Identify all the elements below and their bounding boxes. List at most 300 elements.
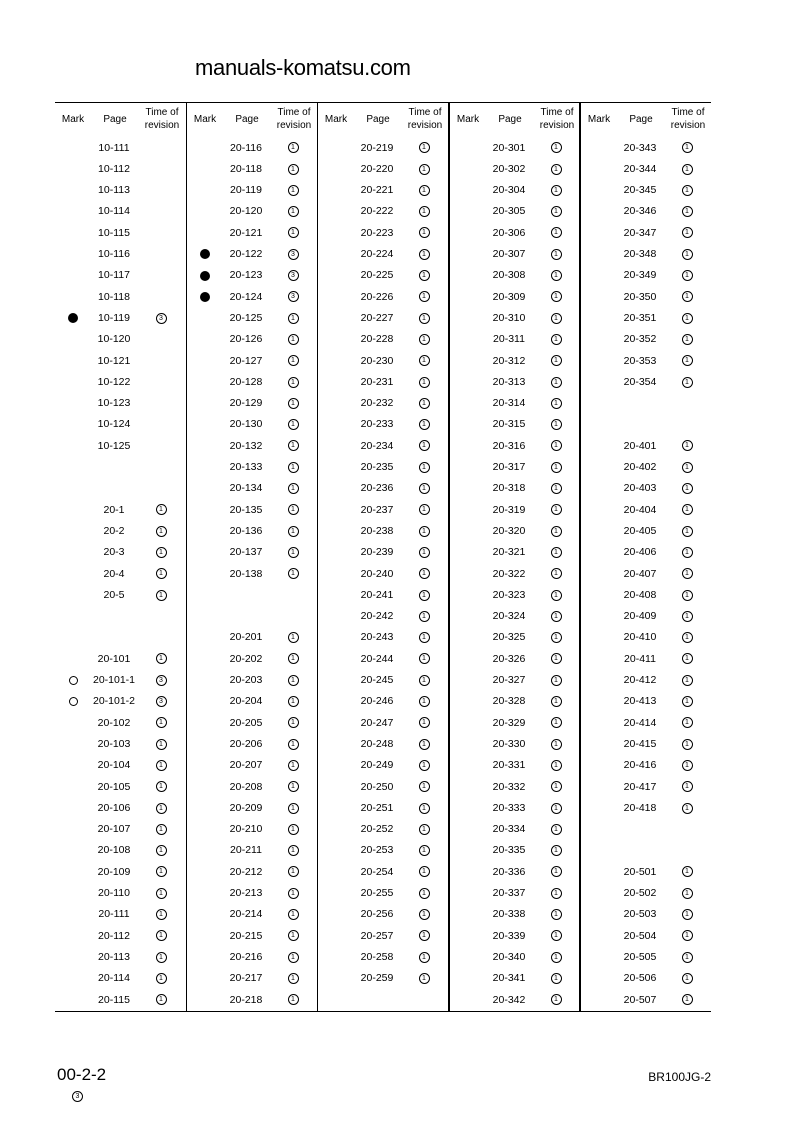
page-cell: 20-121 [229, 226, 263, 239]
revision-cell [665, 542, 709, 563]
page-cell: 20-329 [492, 716, 526, 729]
revision-cell [402, 691, 446, 712]
revision-cell [271, 223, 315, 244]
page-cell: 20-255 [360, 887, 394, 899]
page-cell: 20-106 [97, 801, 131, 814]
mark-cell [55, 990, 91, 1011]
header-page: Page [366, 114, 390, 125]
table-row [318, 585, 449, 606]
revision-cell [271, 159, 315, 180]
page-cell: 20-328 [492, 695, 526, 708]
table-row [55, 734, 186, 755]
table-row [450, 606, 581, 627]
page-cell: 10-119 [98, 311, 130, 324]
mark-cell [581, 798, 617, 819]
page-cell: 20-502 [623, 887, 657, 899]
revision-number: 1 [551, 632, 562, 643]
revision-cell [534, 691, 578, 712]
mark-cell [55, 947, 91, 968]
table-row [187, 393, 318, 414]
mark-cell [581, 500, 617, 521]
mark-cell [450, 138, 486, 159]
mark-cell [318, 649, 354, 670]
column-header [581, 103, 712, 136]
revision-cell [534, 670, 578, 691]
column-group [448, 103, 581, 1011]
page-cell: 20-128 [229, 375, 263, 388]
table-row [581, 627, 712, 648]
table-row [450, 713, 581, 734]
page-cell: 20-136 [229, 524, 263, 537]
page-cell: 20-259 [360, 972, 394, 985]
page-cell: 20-241 [360, 588, 394, 601]
revision-cell [534, 755, 578, 776]
mark-cell [187, 414, 223, 435]
mark-cell [318, 521, 354, 542]
revision-cell [534, 734, 578, 755]
revision-cell [665, 414, 709, 435]
page-cell: 20-118 [230, 162, 262, 175]
revision-number: 1 [288, 142, 299, 153]
table-row [318, 329, 449, 350]
page-cell: 20-506 [623, 972, 657, 985]
page-cell [617, 819, 663, 840]
mark-cell [55, 691, 91, 712]
page-cell: 20-115 [98, 993, 130, 1006]
revision-cell [139, 606, 183, 627]
table-row [55, 457, 186, 478]
mark-cell [318, 968, 354, 989]
page-cell [91, 457, 137, 478]
page-cell: 20-505 [623, 950, 657, 963]
page-cell: 20-120 [229, 205, 263, 218]
table-row [450, 478, 581, 499]
table-row [187, 691, 318, 712]
table-row [318, 734, 449, 755]
mark-cell [187, 990, 223, 1011]
revision-cell [402, 478, 446, 499]
revision-number: 1 [419, 568, 430, 579]
page-cell: 20-408 [623, 588, 657, 601]
revision-number: 1 [682, 952, 693, 963]
table-row [581, 180, 712, 201]
table-row [187, 947, 318, 968]
table-row [318, 713, 449, 734]
mark-cell [55, 244, 91, 265]
table-row [450, 734, 581, 755]
revision-cell [139, 436, 183, 457]
page-cell: 20-323 [492, 588, 526, 601]
table-row [55, 436, 186, 457]
revision-cell [139, 585, 183, 606]
revision-cell [534, 265, 578, 286]
table-row [318, 201, 449, 222]
page-cell: 10-122 [97, 375, 131, 388]
mark-cell [187, 287, 223, 308]
table-row [55, 393, 186, 414]
revision-cell [271, 180, 315, 201]
mark-cell [55, 542, 91, 563]
revision-number: 1 [288, 483, 299, 494]
model-code: BR100JG-2 [648, 1070, 711, 1084]
revision-number: 1 [682, 653, 693, 664]
mark-cell [318, 926, 354, 947]
revision-cell [665, 201, 709, 222]
header-time-of-revision [139, 106, 185, 132]
page-cell: 10-117 [98, 269, 130, 282]
revision-cell [402, 521, 446, 542]
table-row [581, 926, 712, 947]
revision-cell [139, 968, 183, 989]
table-row [450, 627, 581, 648]
revision-number: 1 [419, 888, 430, 899]
mark-cell [450, 649, 486, 670]
mark-cell [318, 457, 354, 478]
mark-cell [187, 670, 223, 691]
table-row [318, 478, 449, 499]
revision-cell [402, 308, 446, 329]
table-row [318, 159, 449, 180]
revision-cell [271, 777, 315, 798]
page-cell: 20-105 [97, 780, 131, 793]
revision-cell [402, 436, 446, 457]
page-cell: 20-245 [360, 674, 394, 686]
revision-cell [271, 840, 315, 861]
revision-number: 1 [551, 270, 562, 281]
revision-number: 1 [288, 930, 299, 941]
table-row [450, 542, 581, 563]
table-row [450, 564, 581, 585]
table-row [55, 138, 186, 159]
table-row [187, 201, 318, 222]
mark-cell [450, 926, 486, 947]
table-row [187, 351, 318, 372]
page-cell: 20-109 [97, 865, 131, 878]
page-cell: 20-304 [492, 184, 526, 197]
revision-cell [402, 883, 446, 904]
revision-cell [402, 862, 446, 883]
revision-number: 1 [682, 227, 693, 238]
revision-cell [271, 308, 315, 329]
revision-cell [271, 819, 315, 840]
revision-cell [534, 713, 578, 734]
page-cell: 20-305 [492, 205, 526, 218]
mark-cell [581, 968, 617, 989]
table-row [450, 180, 581, 201]
revision-cell [665, 606, 709, 627]
revision-cell [271, 755, 315, 776]
mark-cell [318, 351, 354, 372]
revision-cell [139, 777, 183, 798]
revision-cell [139, 990, 183, 1011]
page-revision-mark [72, 1088, 83, 1106]
page-cell: 20-402 [623, 461, 657, 473]
revision-cell [271, 670, 315, 691]
revision-cell [665, 798, 709, 819]
revision-number: 1 [419, 739, 430, 750]
revision-cell [665, 627, 709, 648]
table-row [581, 798, 712, 819]
mark-cell [581, 414, 617, 435]
mark-cell [55, 777, 91, 798]
page-cell: 20-216 [229, 950, 263, 963]
revision-number: 1 [682, 781, 693, 792]
mark-cell [55, 968, 91, 989]
revision-cell [665, 883, 709, 904]
mark-cell [318, 244, 354, 265]
page-cell: 20-5 [103, 588, 125, 601]
revision-table [55, 102, 711, 1012]
table-row [581, 755, 712, 776]
page-cell: 20-335 [492, 844, 526, 857]
page-cell: 20-349 [623, 269, 657, 282]
table-row [581, 904, 712, 925]
table-row [318, 819, 449, 840]
mark-cell [581, 287, 617, 308]
page-cell: 20-113 [98, 950, 130, 963]
table-row [450, 840, 581, 861]
watermark: manuals-komatsu.com [195, 55, 411, 80]
mark-cell [187, 372, 223, 393]
revision-number: 1 [551, 888, 562, 899]
page-cell: 10-115 [98, 226, 130, 239]
revision-number: 3 [156, 696, 167, 707]
mark-cell [318, 287, 354, 308]
revision-cell [665, 926, 709, 947]
revision-number: 1 [156, 717, 167, 728]
revision-cell [402, 138, 446, 159]
revision-cell [402, 968, 446, 989]
revision-cell [402, 755, 446, 776]
revision-cell [271, 329, 315, 350]
revision-cell [271, 351, 315, 372]
table-row [581, 670, 712, 691]
revision-cell [402, 990, 446, 1011]
mark-cell [581, 585, 617, 606]
revision-number: 1 [156, 909, 167, 920]
revision-number: 1 [682, 973, 693, 984]
mark-cell [55, 564, 91, 585]
page-cell: 20-205 [229, 716, 263, 729]
page-cell: 20-319 [492, 503, 526, 516]
table-row [187, 819, 318, 840]
header-time-of-revision [665, 106, 711, 132]
page-cell: 20-133 [229, 461, 263, 473]
page-cell: 20-316 [492, 439, 526, 452]
revision-number: 1 [288, 504, 299, 515]
mark-cell [450, 627, 486, 648]
revision-number: 1 [682, 632, 693, 643]
table-row [318, 990, 449, 1011]
revision-number: 1 [288, 568, 299, 579]
page-cell: 20-222 [360, 205, 394, 218]
mark-cell [450, 457, 486, 478]
table-row [55, 180, 186, 201]
mark-cell [450, 308, 486, 329]
mark-cell [187, 201, 223, 222]
revision-cell [534, 521, 578, 542]
table-row [187, 287, 318, 308]
revision-number: 1 [419, 206, 430, 217]
table-row [581, 159, 712, 180]
revision-number: 1 [551, 227, 562, 238]
revision-cell [139, 265, 183, 286]
page-cell: 20-110 [98, 887, 130, 899]
revision-number: 1 [156, 760, 167, 771]
mark-cell [55, 904, 91, 925]
revision-cell [139, 819, 183, 840]
revision-number: 1 [419, 653, 430, 664]
page-cell: 20-313 [492, 375, 526, 388]
revision-number: 1 [419, 696, 430, 707]
mark-cell [318, 308, 354, 329]
hollow-circle-icon [69, 697, 78, 706]
revision-number: 1 [419, 227, 430, 238]
mark-cell [187, 819, 223, 840]
page-cell: 20-112 [98, 929, 130, 942]
mark-cell [318, 840, 354, 861]
mark-cell [450, 180, 486, 201]
table-row [581, 223, 712, 244]
revision-cell [665, 840, 709, 861]
page-cell: 20-123 [229, 269, 263, 282]
revision-cell [665, 457, 709, 478]
table-row [581, 500, 712, 521]
table-row [318, 777, 449, 798]
revision-number: 1 [682, 717, 693, 728]
page-cell: 20-122 [229, 248, 263, 260]
mark-cell [318, 329, 354, 350]
table-row [55, 649, 186, 670]
revision-cell [665, 500, 709, 521]
table-row [581, 372, 712, 393]
page-cell: 20-227 [360, 311, 394, 324]
table-row [187, 904, 318, 925]
revision-number: 1 [288, 164, 299, 175]
mark-cell [581, 862, 617, 883]
table-row [55, 691, 186, 712]
table-row [318, 755, 449, 776]
mark-cell [318, 414, 354, 435]
table-row [581, 649, 712, 670]
mark-cell [581, 755, 617, 776]
page-cell: 20-410 [623, 631, 657, 644]
revision-cell [139, 244, 183, 265]
revision-cell [534, 372, 578, 393]
revision-number: 1 [551, 973, 562, 984]
column-header [187, 103, 318, 136]
mark-cell [581, 223, 617, 244]
table-row [187, 670, 318, 691]
header-mark: Mark [587, 114, 611, 125]
page-cell: 20-244 [360, 652, 394, 665]
revision-cell [139, 542, 183, 563]
table-row [55, 478, 186, 499]
mark-cell [55, 201, 91, 222]
revision-number: 3 [72, 1091, 83, 1102]
revision-number: 3 [288, 249, 299, 260]
table-row [55, 840, 186, 861]
page-cell: 10-118 [98, 290, 130, 303]
revision-cell [139, 201, 183, 222]
table-row [581, 265, 712, 286]
mark-cell [55, 351, 91, 372]
page-cell: 20-309 [492, 290, 526, 303]
revision-number: 1 [419, 547, 430, 558]
page-cell: 20-346 [623, 205, 657, 218]
revision-cell [139, 329, 183, 350]
page-cell: 20-256 [360, 908, 394, 921]
mark-cell [318, 691, 354, 712]
revision-number: 1 [156, 781, 167, 792]
mark-cell [187, 585, 223, 606]
page-cell: 20-352 [623, 333, 657, 346]
table-row [581, 777, 712, 798]
mark-cell [187, 649, 223, 670]
revision-cell [665, 329, 709, 350]
table-row [581, 713, 712, 734]
page-cell [617, 414, 663, 435]
revision-cell [271, 947, 315, 968]
mark-cell [450, 287, 486, 308]
revision-number: 1 [288, 185, 299, 196]
page-cell: 20-301 [492, 141, 526, 154]
revision-cell [402, 244, 446, 265]
revision-cell [665, 734, 709, 755]
page-cell: 20-413 [623, 695, 657, 708]
revision-number: 1 [288, 909, 299, 920]
revision-number: 1 [682, 803, 693, 814]
mark-cell [55, 180, 91, 201]
mark-cell [318, 159, 354, 180]
header-page: Page [629, 114, 653, 125]
revision-cell [402, 265, 446, 286]
page-cell: 20-239 [360, 546, 394, 559]
page-cell: 20-418 [623, 801, 657, 814]
column-group [317, 103, 449, 1011]
revision-cell [665, 713, 709, 734]
table-row [187, 372, 318, 393]
table-row [581, 542, 712, 563]
revision-cell [665, 308, 709, 329]
revision-cell [139, 947, 183, 968]
page-cell: 20-340 [492, 950, 526, 963]
revision-cell [534, 223, 578, 244]
table-row [450, 244, 581, 265]
page-cell: 20-312 [492, 354, 526, 367]
table-row [450, 500, 581, 521]
revision-cell [402, 777, 446, 798]
revision-number: 1 [551, 930, 562, 941]
table-row [318, 414, 449, 435]
page-cell: 20-233 [360, 418, 394, 431]
revision-number: 1 [419, 526, 430, 537]
revision-number: 3 [288, 270, 299, 281]
revision-cell [271, 883, 315, 904]
page-cell: 20-406 [623, 546, 657, 559]
table-row [318, 606, 449, 627]
table-row [187, 840, 318, 861]
mark-cell [318, 798, 354, 819]
revision-number: 1 [419, 717, 430, 728]
table-row [187, 500, 318, 521]
mark-cell [55, 713, 91, 734]
revision-number: 1 [682, 760, 693, 771]
revision-number: 1 [288, 313, 299, 324]
page-cell: 20-332 [492, 780, 526, 793]
table-row [55, 372, 186, 393]
table-row [581, 734, 712, 755]
